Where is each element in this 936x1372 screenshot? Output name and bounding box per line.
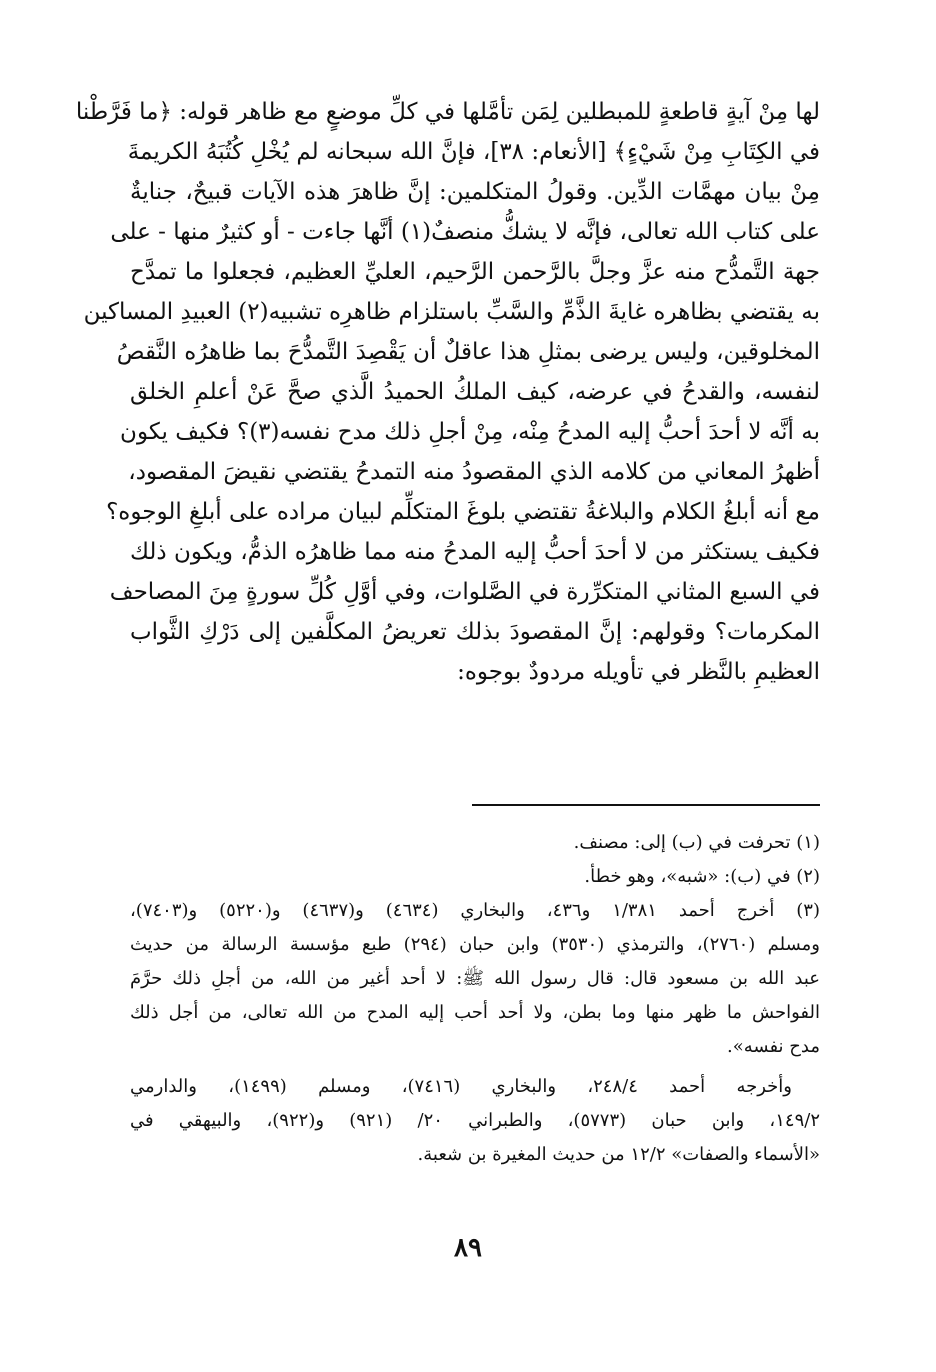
main-text-block — [75, 92, 820, 692]
footnote-separator — [472, 804, 820, 806]
text-line: جهة التَّمدُّح منه عزَّ وجلَّ بالرَّحمن الرَّحيم، العليِّ العظيم، فجعلوا ما تمدَّح — [130, 259, 820, 285]
text-line: في السبع المثاني المتكرِّرة في الصَّلوات، وفي أوَّلِ كُلِّ سورةٍ مِنَ المصاحف — [109, 579, 820, 605]
text-line: فكيف يستكثر من لا أحدَ أحبُّ إليه المدحُ منه مما ظاهرُه الذمُّ، ويكون ذلك — [130, 539, 820, 565]
footnote-3b-line: ١٤٩/٢، وابن حبان (٥٧٧٣)، والطبراني ٢٠/ (٩٢١) و(٩٢٢)، والبيهقي في — [130, 1110, 820, 1131]
text-line: المكرمات؟ وقولهم: إنَّ المقصودَ بذلك تعريضُ المكلَّفين إلى دَرْكِ الثَّواب — [130, 619, 820, 645]
text-line: العظيمِ بالنَّظر في تأويله مردودٌ بوجوه: — [457, 659, 820, 685]
page-number: ٨٩ — [454, 1233, 482, 1263]
footnote-3-line: مدح نفسه». — [727, 1036, 820, 1057]
footnote-3-line: ومسلم (٢٧٦٠)، والترمذي (٣٥٣٠) وابن حبان (٢٩٤) طبع مؤسسة الرسالة من حديث — [130, 934, 820, 955]
text-line: المخلوقين، وليس يرضى بمثلِ هذا عاقلٌ أن يَقْصِدَ التَّمدُّحَ بما ظاهرُه النَّقصُ — [116, 339, 820, 365]
text-line: مِنْ بيان مهمَّات الدِّين. وقولُ المتكلمين: إنَّ ظاهرَ هذه الآيات قبيحٌ، جنايةٌ — [130, 179, 820, 205]
text-line: به يقتضي بظاهره غايةَ الذَّمِّ والسَّبِّ باستلزام ظاهرِه تشبيه(٢) العبيدِ المساكين — [83, 299, 820, 325]
footnote-3-line: عبد الله بن مسعود قال: قال رسول الله ﷺ: لا أحد أغير من الله، من أجلِ ذلك حرَّمَ — [130, 968, 820, 989]
text-line: في الكِتَابِ مِنْ شَيْءٍ﴾ [الأنعام: ٣٨]، فإنَّ الله سبحانه لم يُخْلِ كُتُبَهُ الكريمةَ — [127, 139, 820, 165]
footnote-3b-line: وأخرجه أحمد ٢٤٨/٤، والبخاري (٧٤١٦)، ومسلم (١٤٩٩)، والدارمي — [130, 1076, 792, 1097]
footnote-3b-line: «الأسماء والصفات» ١٢/٢ من حديث المغيرة بن شعبة. — [417, 1144, 820, 1165]
footnote-3-line: (٣) أخرج أحمد ١/٣٨١ و٤٣٦، والبخاري (٤٦٣٤) و(٤٦٣٧) و(٥٢٢٠) و(٧٤٠٣)، — [130, 900, 820, 921]
text-line: على كتاب الله تعالى، فإنَّه لا يشكُّ منصفٌ(١) أنَّها جاءت - أو كثيرٌ منها - على — [110, 219, 820, 245]
text-line: مع أنه أبلغُ الكلام والبلاغةُ تقتضي بلوغَ المتكلِّم لبيان مراده على أبلغِ الوجوه؟ — [106, 499, 820, 525]
footnote-2: (٢) في (ب): «شبه»، وهو خطأ. — [584, 866, 820, 887]
footnote-3-line: الفواحش ما ظهر منها وما بطن، ولا أحد أحب إليه المدح من الله تعالى، من أجل ذلك — [130, 1002, 820, 1023]
text-line: به أنَّه لا أحدَ أحبُّ إليه المدحُ مِنْه، مِنْ أجلِ ذلك مدح نفسه(٣)؟ فكيف يكون — [120, 419, 820, 445]
footnotes-block — [130, 826, 820, 1172]
footnote-1: (١) تحرفت في (ب) إلى: مصنف. — [573, 832, 820, 853]
text-line: لها مِنْ آيةٍ قاطعةٍ للمبطلين لِمَن تأمَّلها في كلِّ موضعٍ مع ظاهر قوله: ﴿ما فَرَّطْنا — [75, 99, 820, 125]
text-line: لنفسه، والقدحُ في عرضه، كيف الملكُ الحميدُ الَّذي صحَّ عَنْ أعلمِ الخلق — [130, 379, 820, 405]
text-line: أظهرُ المعاني من كلامه الذي المقصودُ منه التمدحُ يقتضي نقيضَ المقصود، — [128, 459, 820, 485]
